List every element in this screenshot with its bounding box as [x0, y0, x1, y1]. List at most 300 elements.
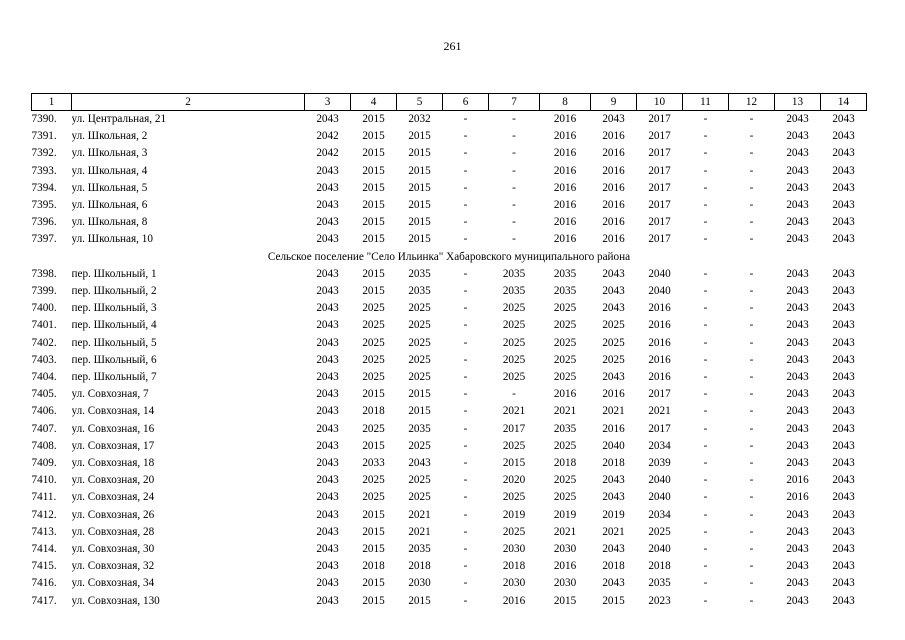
table-body [32, 111, 867, 610]
year-cell: 2043 [316, 319, 339, 332]
year-cell: 2032 [408, 113, 431, 125]
column-header: 6 [443, 94, 489, 111]
row-number: 7396. [31, 216, 57, 229]
year-cell: 2043 [316, 113, 339, 125]
year-cell: 2025 [602, 353, 625, 366]
year-cell: 2015 [362, 439, 385, 452]
year-cell: - [749, 130, 754, 143]
year-cell: - [749, 405, 754, 418]
row-number: 7413. [31, 525, 57, 538]
year-cell: 2043 [316, 577, 339, 590]
address-cell: пер. Школьный, 3 [71, 302, 157, 315]
year-cell: 2016 [602, 130, 625, 143]
year-cell: 2015 [362, 233, 385, 246]
year-cell: 2043 [786, 130, 809, 143]
year-cell: 2043 [786, 267, 809, 280]
year-cell: - [703, 216, 708, 229]
year-cell: 2025 [502, 319, 526, 332]
year-cell: 2016 [602, 233, 625, 246]
year-cell: - [703, 508, 708, 521]
address-cell: пер. Школьный, 5 [71, 336, 157, 349]
year-cell: 2040 [648, 474, 671, 487]
year-cell: 2043 [316, 474, 339, 487]
year-cell: 2043 [602, 577, 625, 590]
year-cell: 2043 [832, 216, 855, 229]
year-cell: - [463, 439, 468, 452]
table-row [32, 524, 867, 541]
year-cell: 2021 [408, 525, 431, 538]
row-number: 7401. [31, 319, 57, 332]
year-cell: 2043 [832, 422, 855, 435]
row-number: 7412. [31, 508, 57, 521]
year-cell: - [512, 181, 516, 194]
year-cell: 2043 [832, 474, 855, 487]
year-cell: 2015 [502, 457, 526, 470]
year-cell: 2043 [316, 336, 339, 349]
column-header: 10 [637, 94, 683, 111]
row-number: 7407. [31, 422, 57, 435]
year-cell: - [512, 113, 516, 125]
year-cell: 2016 [553, 199, 577, 212]
year-cell: 2043 [602, 371, 625, 384]
year-cell: - [703, 164, 708, 177]
year-cell: 2016 [553, 560, 577, 573]
year-cell: 2043 [602, 543, 625, 556]
year-cell: 2015 [553, 594, 577, 607]
year-cell: 2025 [553, 439, 577, 452]
year-cell: 2043 [316, 439, 339, 452]
year-cell: 2020 [502, 474, 526, 487]
year-cell: 2043 [786, 181, 809, 194]
year-cell: - [703, 388, 708, 401]
table-row [32, 369, 867, 386]
year-cell: - [749, 302, 754, 315]
table-row [32, 575, 867, 592]
year-cell: 2025 [408, 319, 431, 332]
column-header: 3 [305, 94, 351, 111]
year-cell: 2034 [648, 508, 671, 521]
year-cell: 2015 [408, 388, 431, 401]
year-cell: 2034 [648, 439, 671, 452]
table-row [32, 438, 867, 455]
year-cell: 2043 [832, 113, 855, 125]
year-cell: 2018 [408, 560, 431, 573]
table-row [32, 197, 867, 214]
year-cell: - [463, 508, 468, 521]
year-cell: 2025 [362, 353, 385, 366]
year-cell: 2018 [602, 560, 625, 573]
year-cell: 2043 [786, 371, 809, 384]
year-cell: 2043 [832, 525, 855, 538]
year-cell: 2017 [648, 130, 671, 143]
year-cell: 2043 [832, 267, 855, 280]
year-cell: - [463, 319, 468, 332]
year-cell: 2043 [786, 233, 809, 246]
year-cell: 2043 [408, 457, 431, 470]
year-cell: - [749, 388, 754, 401]
year-cell: 2043 [786, 199, 809, 212]
year-cell: 2025 [502, 336, 526, 349]
year-cell: 2018 [553, 457, 577, 470]
year-cell: 2043 [786, 594, 809, 607]
year-cell: 2021 [408, 508, 431, 521]
year-cell: 2021 [602, 405, 625, 418]
table-row [32, 266, 867, 283]
data-table [31, 93, 867, 610]
year-cell: 2043 [786, 560, 809, 573]
year-cell: - [749, 508, 754, 521]
row-number: 7405. [31, 388, 57, 401]
year-cell: 2016 [553, 164, 577, 177]
year-cell: 2021 [553, 405, 577, 418]
year-cell: - [463, 422, 468, 435]
year-cell: 2015 [362, 113, 385, 125]
year-cell: 2025 [502, 371, 526, 384]
table-row [32, 335, 867, 352]
year-cell: 2043 [316, 233, 339, 246]
year-cell: 2025 [362, 302, 385, 315]
year-cell: 2015 [362, 181, 385, 194]
year-cell: 2015 [362, 543, 385, 556]
year-cell: 2017 [648, 147, 671, 160]
year-cell: 2039 [648, 457, 671, 470]
year-cell: - [749, 491, 754, 504]
row-number: 7402. [31, 336, 57, 349]
year-cell: 2042 [316, 147, 339, 160]
column-header: 2 [72, 94, 305, 111]
year-cell: 2015 [362, 130, 385, 143]
year-cell: - [463, 560, 468, 573]
year-cell: 2043 [316, 457, 339, 470]
year-cell: 2043 [786, 113, 809, 125]
year-cell: 2043 [316, 181, 339, 194]
year-cell: 2043 [602, 285, 625, 298]
year-cell: - [703, 439, 708, 452]
year-cell: 2015 [408, 181, 431, 194]
year-cell: 2043 [832, 302, 855, 315]
year-cell: 2025 [502, 353, 526, 366]
table-row [32, 163, 867, 180]
year-cell: 2025 [553, 371, 577, 384]
year-cell: 2025 [408, 336, 431, 349]
year-cell: 2043 [832, 233, 855, 246]
year-cell: 2016 [648, 353, 671, 366]
year-cell: - [512, 216, 516, 229]
year-cell: - [463, 491, 468, 504]
year-cell: 2043 [316, 508, 339, 521]
year-cell: - [749, 525, 754, 538]
year-cell: 2025 [362, 422, 385, 435]
year-cell: 2015 [408, 405, 431, 418]
year-cell: 2043 [786, 405, 809, 418]
address-cell: ул. Совхозная, 16 [71, 422, 155, 435]
table-row [32, 180, 867, 197]
year-cell: - [463, 164, 468, 177]
year-cell: 2019 [502, 508, 526, 521]
year-cell: 2016 [602, 216, 625, 229]
year-cell: 2035 [553, 267, 577, 280]
address-cell: ул. Школьная, 4 [71, 164, 148, 177]
year-cell: 2043 [316, 491, 339, 504]
year-cell: - [463, 130, 468, 143]
year-cell: 2015 [362, 525, 385, 538]
year-cell: - [749, 457, 754, 470]
table-row [32, 300, 867, 317]
year-cell: 2043 [832, 147, 855, 160]
year-cell: - [749, 371, 754, 384]
year-cell: - [463, 147, 468, 160]
year-cell: 2018 [362, 405, 385, 418]
year-cell: 2030 [502, 577, 526, 590]
year-cell: 2043 [316, 285, 339, 298]
year-cell: 2035 [408, 422, 431, 435]
year-cell: 2015 [408, 130, 431, 143]
year-cell: - [463, 233, 468, 246]
year-cell: 2015 [362, 577, 385, 590]
address-cell: ул. Центральная, 21 [71, 113, 167, 125]
year-cell: - [749, 319, 754, 332]
year-cell: - [463, 405, 468, 418]
year-cell: 2025 [602, 336, 625, 349]
year-cell: 2016 [553, 216, 577, 229]
column-header: 14 [821, 94, 867, 111]
year-cell: 2040 [648, 285, 671, 298]
year-cell: - [463, 216, 468, 229]
year-cell: - [463, 474, 468, 487]
table-row [32, 386, 867, 403]
year-cell: 2025 [408, 474, 431, 487]
year-cell: 2043 [832, 594, 855, 607]
year-cell: 2043 [316, 543, 339, 556]
year-cell: - [703, 267, 708, 280]
column-header-row [32, 94, 867, 111]
row-number: 7392. [31, 147, 57, 160]
year-cell: 2016 [602, 388, 625, 401]
address-cell: ул. Совхозная, 7 [71, 388, 149, 401]
table-row [32, 558, 867, 575]
year-cell: - [703, 594, 708, 607]
year-cell: 2043 [316, 199, 339, 212]
year-cell: - [703, 371, 708, 384]
year-cell: 2040 [602, 439, 625, 452]
year-cell: 2043 [832, 405, 855, 418]
year-cell: 2025 [553, 474, 577, 487]
year-cell: 2043 [786, 302, 809, 315]
year-cell: 2015 [408, 216, 431, 229]
year-cell: 2043 [786, 164, 809, 177]
year-cell: - [703, 181, 708, 194]
row-number: 7397. [31, 233, 57, 246]
year-cell: 2016 [553, 181, 577, 194]
address-cell: ул. Школьная, 3 [71, 147, 148, 160]
year-cell: 2035 [553, 285, 577, 298]
year-cell: 2017 [648, 233, 671, 246]
year-cell: 2043 [316, 302, 339, 315]
year-cell: - [463, 371, 468, 384]
year-cell: 2015 [362, 216, 385, 229]
year-cell: 2015 [362, 199, 385, 212]
year-cell: 2019 [553, 508, 577, 521]
year-cell: - [749, 422, 754, 435]
year-cell: 2035 [553, 422, 577, 435]
year-cell: 2043 [786, 439, 809, 452]
year-cell: 2043 [832, 439, 855, 452]
year-cell: 2043 [832, 319, 855, 332]
table-row [32, 541, 867, 558]
year-cell: - [703, 302, 708, 315]
table-row [32, 128, 867, 145]
column-header: 11 [683, 94, 729, 111]
year-cell: 2043 [602, 267, 625, 280]
year-cell: 2043 [786, 353, 809, 366]
year-cell: 2035 [408, 267, 431, 280]
address-cell: пер. Школьный, 1 [71, 267, 157, 280]
year-cell: - [703, 113, 708, 125]
table-row [32, 593, 867, 610]
year-cell: 2043 [602, 474, 625, 487]
year-cell: 2043 [786, 525, 809, 538]
address-cell: ул. Совхозная, 18 [71, 457, 155, 470]
year-cell: - [463, 285, 468, 298]
column-header: 7 [489, 94, 540, 111]
address-cell: ул. Совхозная, 24 [71, 491, 155, 504]
year-cell: 2017 [648, 216, 671, 229]
year-cell: 2017 [648, 113, 671, 125]
year-cell: 2043 [786, 508, 809, 521]
column-header: 5 [397, 94, 443, 111]
year-cell: 2043 [786, 422, 809, 435]
table-row [32, 145, 867, 162]
table-row [32, 455, 867, 472]
address-cell: пер. Школьный, 2 [71, 285, 157, 298]
row-number: 7409. [31, 457, 57, 470]
year-cell: 2040 [648, 543, 671, 556]
year-cell: 2043 [832, 543, 855, 556]
year-cell: 2043 [832, 491, 855, 504]
year-cell: 2025 [502, 491, 526, 504]
year-cell: 2025 [553, 319, 577, 332]
year-cell: 2016 [553, 147, 577, 160]
row-number: 7414. [31, 543, 57, 556]
table-row [32, 283, 867, 300]
year-cell: - [703, 130, 708, 143]
year-cell: - [463, 302, 468, 315]
year-cell: 2030 [553, 543, 577, 556]
year-cell: - [703, 353, 708, 366]
address-cell: ул. Школьная, 10 [71, 233, 153, 246]
year-cell: 2042 [316, 130, 339, 143]
year-cell: 2017 [648, 199, 671, 212]
year-cell: 2043 [832, 457, 855, 470]
year-cell: - [703, 543, 708, 556]
year-cell: - [512, 388, 516, 401]
address-cell: ул. Совхозная, 32 [71, 560, 155, 573]
year-cell: - [463, 199, 468, 212]
table-row [32, 507, 867, 524]
year-cell: 2016 [602, 199, 625, 212]
year-cell: 2016 [786, 491, 809, 504]
year-cell: 2018 [502, 560, 526, 573]
year-cell: - [749, 577, 754, 590]
year-cell: 2030 [553, 577, 577, 590]
row-number: 7399. [31, 285, 57, 298]
year-cell: 2016 [648, 319, 671, 332]
year-cell: 2016 [553, 130, 577, 143]
row-number: 7394. [31, 181, 57, 194]
year-cell: - [703, 457, 708, 470]
year-cell: 2025 [362, 474, 385, 487]
year-cell: - [703, 474, 708, 487]
year-cell: 2043 [786, 216, 809, 229]
year-cell: 2040 [648, 491, 671, 504]
year-cell: - [512, 147, 516, 160]
year-cell: 2025 [553, 302, 577, 315]
address-cell: ул. Школьная, 6 [71, 199, 148, 212]
year-cell: - [703, 233, 708, 246]
year-cell: 2015 [408, 199, 431, 212]
year-cell: 2043 [316, 525, 339, 538]
year-cell: 2025 [408, 491, 431, 504]
year-cell: - [703, 199, 708, 212]
year-cell: 2043 [316, 388, 339, 401]
address-cell: ул. Совхозная, 28 [71, 525, 155, 538]
year-cell: - [749, 474, 754, 487]
year-cell: 2015 [362, 388, 385, 401]
year-cell: 2043 [316, 164, 339, 177]
year-cell: 2025 [502, 439, 526, 452]
year-cell: 2035 [502, 285, 526, 298]
year-cell: 2043 [832, 336, 855, 349]
year-cell: 2015 [408, 233, 431, 246]
row-number: 7416. [31, 577, 57, 590]
year-cell: 2043 [786, 319, 809, 332]
year-cell: 2025 [648, 525, 671, 538]
year-cell: 2025 [362, 336, 385, 349]
year-cell: - [463, 353, 468, 366]
row-number: 7417. [31, 594, 57, 607]
year-cell: 2025 [408, 371, 431, 384]
year-cell: - [749, 285, 754, 298]
year-cell: 2021 [602, 525, 625, 538]
year-cell: 2016 [602, 422, 625, 435]
year-cell: - [703, 422, 708, 435]
address-cell: ул. Школьная, 5 [71, 181, 148, 194]
year-cell: 2017 [648, 181, 671, 194]
year-cell: - [703, 525, 708, 538]
year-cell: 2015 [362, 285, 385, 298]
year-cell: 2043 [316, 594, 339, 607]
year-cell: - [749, 336, 754, 349]
year-cell: 2015 [408, 147, 431, 160]
year-cell: - [703, 577, 708, 590]
table-row [32, 489, 867, 506]
year-cell: 2043 [602, 491, 625, 504]
row-number: 7404. [31, 371, 57, 384]
year-cell: 2015 [602, 594, 625, 607]
year-cell: - [703, 560, 708, 573]
row-number: 7415. [31, 560, 57, 573]
year-cell: - [749, 560, 754, 573]
year-cell: 2015 [362, 267, 385, 280]
year-cell: 2043 [832, 199, 855, 212]
year-cell: 2035 [502, 267, 526, 280]
year-cell: - [463, 388, 468, 401]
year-cell: - [703, 336, 708, 349]
year-cell: - [512, 233, 516, 246]
table-row [32, 472, 867, 489]
year-cell: 2025 [553, 336, 577, 349]
year-cell: 2023 [648, 594, 671, 607]
